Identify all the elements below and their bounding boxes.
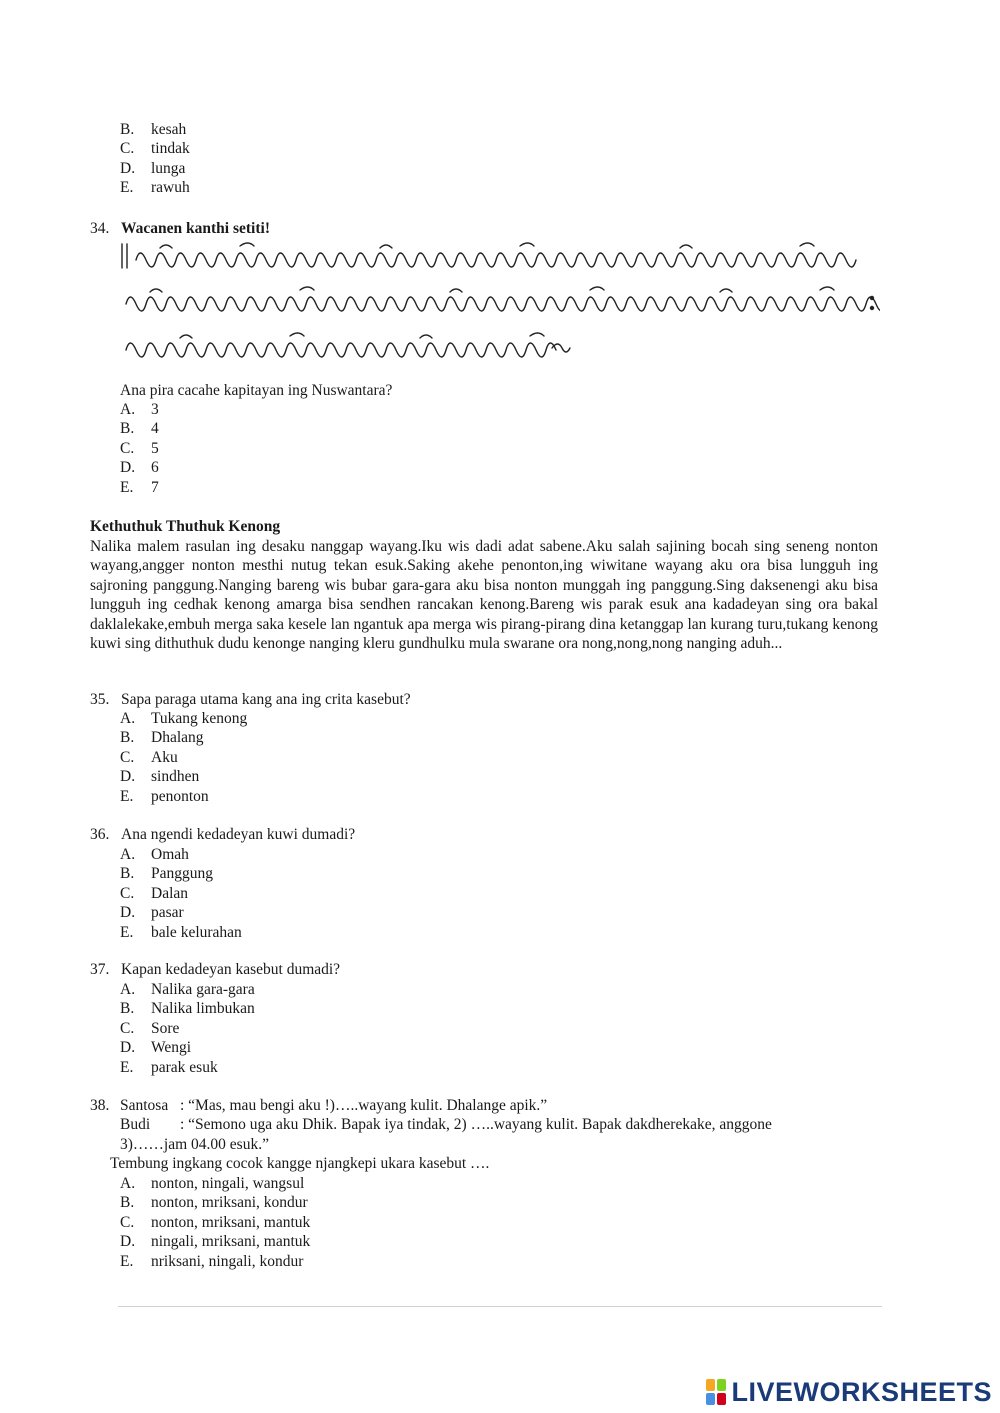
liveworksheets-brand[interactable] — [705, 1377, 992, 1407]
q38-dialog — [90, 1096, 890, 1174]
story-title: Kethuthuk Thuthuk Kenong — [90, 518, 281, 535]
option-item: E. bale kelurahan — [120, 923, 242, 941]
javanese-script-passage — [120, 238, 880, 379]
option-item: A. Nalika gara-gara — [120, 981, 255, 998]
option-item: E. nriksani, ningali, kondur — [120, 1252, 304, 1270]
dialog-row — [90, 1115, 890, 1134]
liveworksheets-logo-icon — [705, 1378, 727, 1406]
q34-question: Ana pira cacahe kapitayan ing Nuswantara? — [120, 382, 393, 399]
option-item: E. penonton — [120, 787, 209, 805]
story-body: Nalika malem rasulan ing desaku nanggap wayang.Iku wis dadi adat sabene.Aku salah sajining bocah sing seneng nonton wayang,angger nonton mesthi nutug tekan esuk.Saking akehe penonton,ing wiwitane wayang aku ora bisa lungguh ing sajroning panggung.Nanging bareng wis bubar gara-gara aku bisa nonton munggah ing panggung.Sing daksenengi aku bisa lungguh ing cedhak kenong amarga bisa sendhen rancakan kenong.Bareng wis parak esuk ana kadadeyan sing ora bakal daklalekake,embuh merga saka kesele lan ngantuk apa merga wis pirang-pirang dina ketanggap lan kurang turu,tukang kenong kuwi sing dithuthuk dudu kenonge nanging kleru gundhulku mula swarane ora nong,nong,nong nanging aduh... — [90, 538, 878, 653]
option-item: C. Dalan — [120, 884, 189, 902]
speech-line-1: : “Mas, mau bengi aku !)…..wayang kulit. Dhalange apik.” — [180, 1097, 548, 1114]
javanese-script-image — [120, 238, 880, 374]
q37-question: 37. Kapan kedadeyan kasebut dumadi? — [90, 961, 341, 978]
q35-question: 35. Sapa paraga utama kang ana ing crita kasebut? — [90, 691, 411, 708]
q33-options — [120, 120, 190, 198]
q35-options — [120, 709, 247, 806]
option-item: B. Dhalang — [120, 729, 204, 747]
q37-options — [120, 980, 255, 1077]
option-item: E. parak esuk — [120, 1058, 218, 1076]
option-item: D. sindhen — [120, 768, 200, 786]
dialog-row: 38. Santosa : “Mas, mau bengi aku !)…..wayang kulit. Dhalange apik.” — [90, 1097, 548, 1114]
option-item: A. Omah — [120, 846, 189, 863]
q36-options — [120, 845, 242, 942]
option-item: E. rawuh — [120, 179, 190, 197]
speaker-santosa: Santosa — [120, 1097, 169, 1114]
option-item: D. lunga — [120, 159, 186, 177]
option-item: B. kesah — [120, 121, 187, 138]
option-item: A. 3 — [120, 401, 159, 418]
option-item: D. Wengi — [120, 1039, 192, 1057]
brand-text: LIVEWORKSHEETS — [731, 1376, 992, 1407]
option-item: B. 4 — [120, 420, 159, 438]
option-item: A. Tukang kenong — [120, 710, 248, 727]
dialog-row — [90, 1154, 890, 1173]
option-item: D. pasar — [120, 904, 184, 922]
option-item: C. nonton, mriksani, mantuk — [120, 1213, 311, 1231]
option-item: B. nonton, mriksani, kondur — [120, 1194, 308, 1212]
option-item: B. Panggung — [120, 865, 213, 883]
speaker-budi: Budi — [120, 1116, 151, 1134]
speech-line-2-cont: 3)……jam 04.00 esuk.” — [120, 1135, 269, 1153]
option-item: C. 5 — [120, 439, 159, 457]
q34-options — [120, 400, 159, 497]
option-item: D. ningali, mriksani, mantuk — [120, 1233, 311, 1251]
option-item: C. tindak — [120, 140, 190, 158]
option-item: C. Aku — [120, 748, 178, 766]
option-item: B. Nalika limbukan — [120, 1000, 255, 1018]
option-item: E. 7 — [120, 478, 159, 496]
q38-options — [120, 1174, 310, 1271]
q38-question: Tembung ingkang cocok kangge njangkepi ukara kasebut …. — [110, 1155, 490, 1173]
q36-question: 36. Ana ngendi kedadeyan kuwi dumadi? — [90, 826, 356, 843]
q34-heading: 34. Wacanen kanthi setiti! — [90, 220, 270, 237]
dialog-row — [90, 1135, 890, 1154]
option-item: C. Sore — [120, 1019, 180, 1037]
option-item: A. nonton, ningali, wangsul — [120, 1175, 305, 1192]
option-item: D. 6 — [120, 459, 159, 477]
footer-divider — [118, 1306, 882, 1307]
speech-line-2: : “Semono uga aku Dhik. Bapak iya tindak, 2) …..wayang kulit. Bapak dakdherekake, anggone — [180, 1116, 772, 1134]
